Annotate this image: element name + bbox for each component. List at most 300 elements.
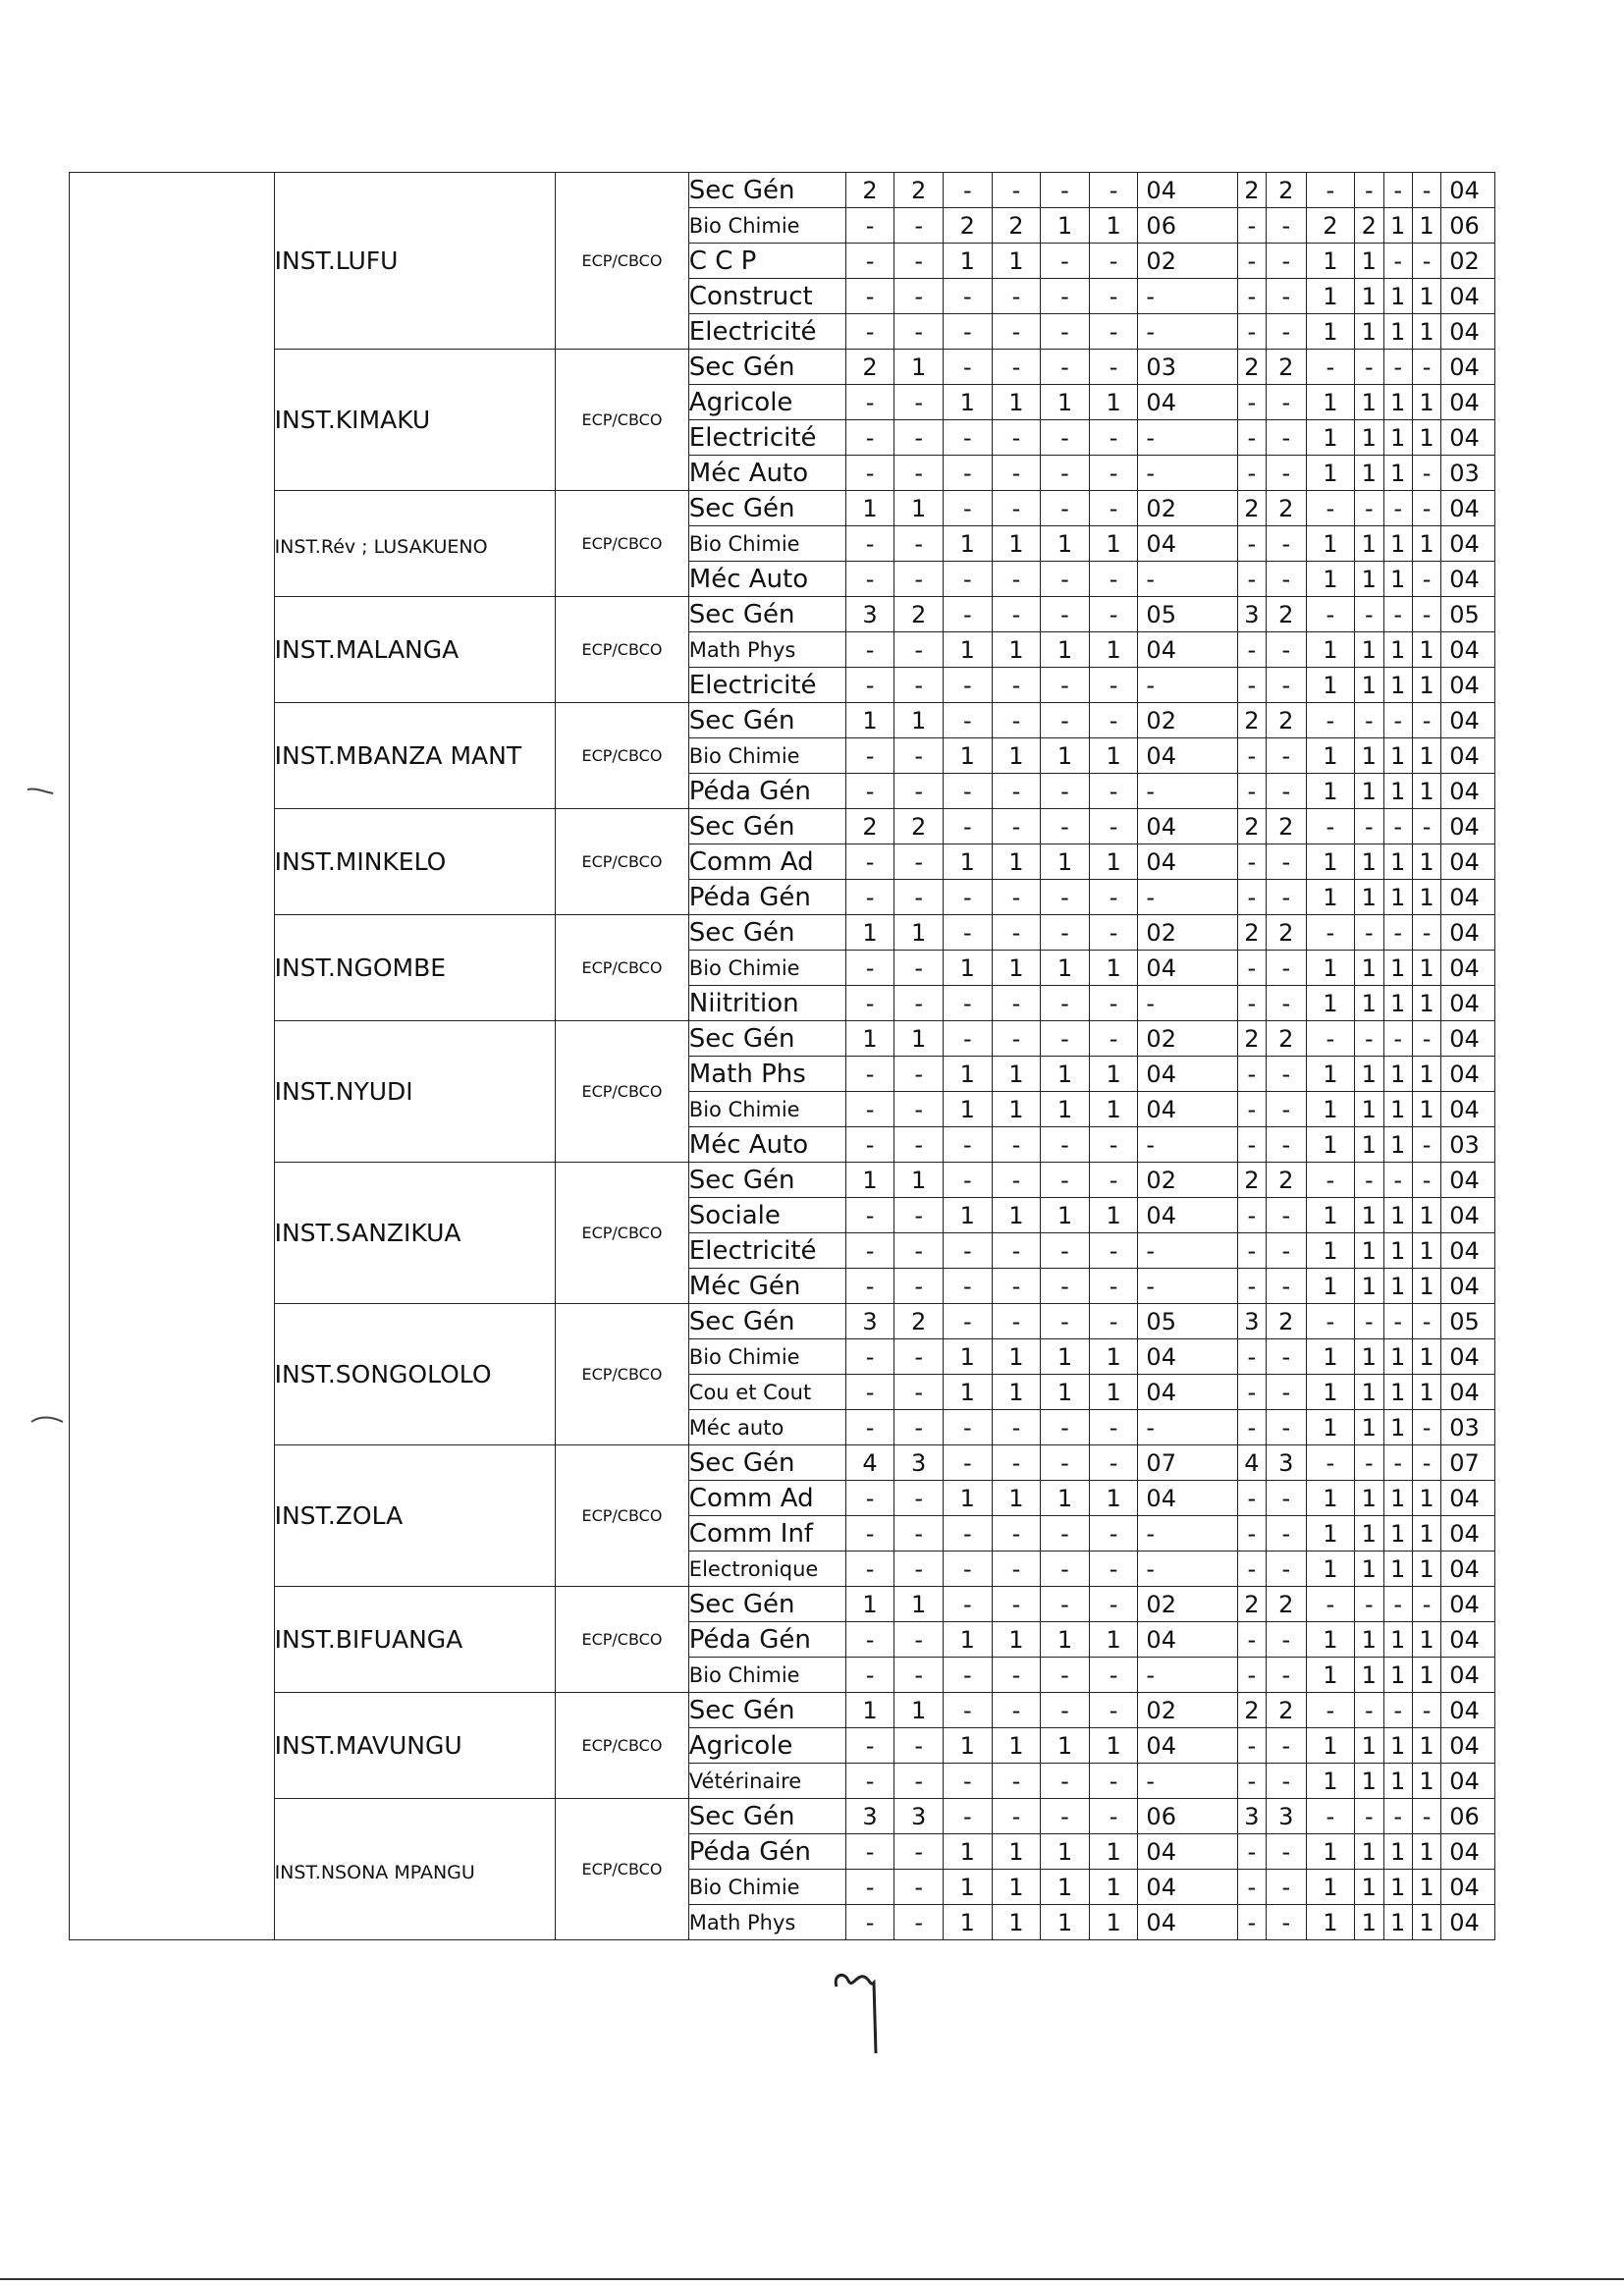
count-cell: - — [845, 562, 894, 597]
school-type: ECP/CBCO — [556, 1587, 689, 1693]
count-cell: - — [894, 1410, 944, 1445]
school-name: INST.NYUDI — [274, 1021, 556, 1163]
count-cell: 1 — [1089, 1870, 1138, 1905]
section-name: Sec Gén — [688, 597, 845, 632]
total-cell: 06 — [1138, 1799, 1237, 1834]
count-cell: - — [1237, 385, 1266, 420]
count-cell: - — [943, 1587, 992, 1622]
count-cell: - — [1267, 1622, 1307, 1658]
count-cell: 1 — [1355, 1834, 1383, 1870]
count-cell: - — [1237, 244, 1266, 279]
count-cell: 1 — [1383, 1516, 1412, 1552]
total-cell: 04 — [1138, 844, 1237, 880]
count-cell: - — [943, 279, 992, 314]
count-cell: - — [1237, 1728, 1266, 1764]
count-cell: 1 — [1355, 420, 1383, 456]
table-row — [70, 1021, 1495, 1057]
total-cell: 05 — [1441, 1304, 1495, 1339]
count-cell: - — [943, 1516, 992, 1552]
total-cell: 04 — [1441, 1021, 1495, 1057]
count-cell: - — [894, 844, 944, 880]
count-cell: 1 — [1412, 1870, 1440, 1905]
section-name: Bio Chimie — [688, 1658, 845, 1693]
count-cell: - — [1267, 1870, 1307, 1905]
count-cell: - — [1041, 597, 1090, 632]
count-cell: 1 — [1306, 1198, 1355, 1233]
count-cell: - — [1237, 1834, 1266, 1870]
count-cell: 4 — [1237, 1445, 1266, 1481]
total-cell: 04 — [1441, 809, 1495, 844]
count-cell: 1 — [1041, 1375, 1090, 1410]
school-type: ECP/CBCO — [556, 809, 689, 915]
count-cell: - — [943, 986, 992, 1021]
count-cell: 1 — [1383, 420, 1412, 456]
section-name: Sec Gén — [688, 1304, 845, 1339]
count-cell: 1 — [1412, 1516, 1440, 1552]
total-cell: 06 — [1441, 208, 1495, 244]
count-cell: 1 — [894, 1021, 944, 1057]
count-cell: - — [1355, 1021, 1383, 1057]
school-type: ECP/CBCO — [556, 597, 689, 703]
total-cell: 04 — [1441, 1658, 1495, 1693]
total-cell: 04 — [1441, 632, 1495, 668]
count-cell: 1 — [1383, 1728, 1412, 1764]
total-cell: 04 — [1441, 1092, 1495, 1127]
margin-scratch-mark — [26, 786, 55, 797]
count-cell: 1 — [1383, 1410, 1412, 1445]
count-cell: - — [894, 244, 944, 279]
total-cell: 04 — [1138, 1834, 1237, 1870]
total-cell: 03 — [1138, 350, 1237, 385]
count-cell: - — [894, 526, 944, 562]
count-cell: - — [1089, 1552, 1138, 1587]
count-cell: 1 — [1355, 1198, 1383, 1233]
count-cell: - — [943, 562, 992, 597]
count-cell: - — [943, 597, 992, 632]
total-cell: 06 — [1441, 1799, 1495, 1834]
count-cell: - — [1355, 173, 1383, 208]
count-cell: - — [992, 1304, 1041, 1339]
count-cell: - — [1267, 738, 1307, 774]
count-cell: 1 — [1355, 1233, 1383, 1269]
count-cell: - — [845, 844, 894, 880]
count-cell: 1 — [1089, 738, 1138, 774]
total-cell: - — [1138, 1658, 1237, 1693]
count-cell: 1 — [1041, 951, 1090, 986]
school-type: ECP/CBCO — [556, 173, 689, 350]
count-cell: - — [992, 1269, 1041, 1304]
count-cell: 1 — [1306, 1552, 1355, 1587]
count-cell: - — [1267, 1834, 1307, 1870]
count-cell: - — [1267, 1658, 1307, 1693]
total-cell: 04 — [1441, 1552, 1495, 1587]
total-cell: 02 — [1441, 244, 1495, 279]
count-cell: - — [845, 880, 894, 915]
count-cell: 1 — [1355, 279, 1383, 314]
count-cell: - — [1412, 1587, 1440, 1622]
count-cell: - — [943, 1445, 992, 1481]
count-cell: - — [1237, 456, 1266, 491]
count-cell: - — [1089, 1410, 1138, 1445]
count-cell: 1 — [1355, 314, 1383, 350]
count-cell: - — [1267, 385, 1307, 420]
table-row — [70, 809, 1495, 844]
count-cell: 1 — [1041, 632, 1090, 668]
count-cell: - — [1089, 809, 1138, 844]
total-cell: 04 — [1441, 1516, 1495, 1552]
count-cell: 1 — [1041, 1092, 1090, 1127]
count-cell: 1 — [1355, 1269, 1383, 1304]
count-cell: 1 — [1306, 244, 1355, 279]
count-cell: 1 — [1412, 844, 1440, 880]
count-cell: - — [845, 1198, 894, 1233]
total-cell: - — [1138, 880, 1237, 915]
count-cell: - — [943, 915, 992, 951]
count-cell: 1 — [1041, 1057, 1090, 1092]
count-cell: - — [992, 1764, 1041, 1799]
count-cell: 1 — [943, 951, 992, 986]
count-cell: 1 — [992, 1870, 1041, 1905]
count-cell: - — [1306, 1304, 1355, 1339]
count-cell: 1 — [1355, 951, 1383, 986]
count-cell: 1 — [1383, 1269, 1412, 1304]
count-cell: - — [894, 1905, 944, 1940]
count-cell: - — [1041, 420, 1090, 456]
count-cell: 1 — [1089, 208, 1138, 244]
count-cell: - — [1041, 491, 1090, 526]
count-cell: - — [894, 208, 944, 244]
count-cell: 1 — [1355, 562, 1383, 597]
count-cell: - — [894, 774, 944, 809]
count-cell: - — [1267, 456, 1307, 491]
count-cell: - — [845, 1728, 894, 1764]
count-cell: 1 — [1412, 1092, 1440, 1127]
count-cell: - — [992, 1233, 1041, 1269]
count-cell: 2 — [1237, 1163, 1266, 1198]
count-cell: - — [943, 1127, 992, 1163]
section-name: Bio Chimie — [688, 951, 845, 986]
count-cell: - — [1041, 1021, 1090, 1057]
count-cell: - — [1089, 774, 1138, 809]
count-cell: - — [894, 420, 944, 456]
count-cell: 1 — [1306, 1375, 1355, 1410]
total-cell: 04 — [1138, 1481, 1237, 1516]
count-cell: - — [1412, 491, 1440, 526]
bottom-border-line — [0, 2278, 1624, 2280]
section-name: Agricole — [688, 385, 845, 420]
count-cell: - — [1383, 1693, 1412, 1728]
count-cell: 2 — [1267, 703, 1307, 738]
section-name: Méc Auto — [688, 562, 845, 597]
count-cell: - — [1267, 1410, 1307, 1445]
count-cell: - — [1412, 1127, 1440, 1163]
school-name: INST.Rév ; LUSAKUENO — [274, 491, 556, 597]
count-cell: 1 — [1089, 1622, 1138, 1658]
count-cell: 1 — [894, 1587, 944, 1622]
count-cell: - — [845, 1057, 894, 1092]
total-cell: 04 — [1138, 809, 1237, 844]
total-cell: - — [1138, 774, 1237, 809]
count-cell: 1 — [1306, 1410, 1355, 1445]
count-cell: 1 — [1412, 1905, 1440, 1940]
count-cell: - — [1306, 1799, 1355, 1834]
count-cell: - — [1383, 1799, 1412, 1834]
count-cell: - — [1306, 1445, 1355, 1481]
count-cell: - — [1412, 1410, 1440, 1445]
count-cell: 1 — [1383, 951, 1412, 986]
section-name: Sec Gén — [688, 915, 845, 951]
count-cell: 3 — [1237, 1799, 1266, 1834]
count-cell: - — [845, 1339, 894, 1375]
count-cell: 1 — [1383, 774, 1412, 809]
count-cell: 2 — [992, 208, 1041, 244]
count-cell: 1 — [992, 244, 1041, 279]
count-cell: - — [1089, 1127, 1138, 1163]
count-cell: - — [845, 420, 894, 456]
count-cell: 1 — [1306, 1622, 1355, 1658]
count-cell: - — [1089, 915, 1138, 951]
table-row — [70, 915, 1495, 951]
total-cell: 03 — [1441, 1127, 1495, 1163]
count-cell: - — [845, 1834, 894, 1870]
count-cell: - — [1041, 1410, 1090, 1445]
count-cell: 1 — [1355, 1481, 1383, 1516]
count-cell: - — [992, 1587, 1041, 1622]
count-cell: 2 — [1237, 809, 1266, 844]
count-cell: 1 — [1355, 1905, 1383, 1940]
count-cell: - — [894, 1481, 944, 1516]
count-cell: 1 — [1383, 1552, 1412, 1587]
count-cell: 1 — [943, 738, 992, 774]
count-cell: - — [1041, 915, 1090, 951]
count-cell: 1 — [1412, 314, 1440, 350]
school-name: INST.MAVUNGU — [274, 1693, 556, 1799]
count-cell: - — [1267, 844, 1307, 880]
count-cell: 2 — [1267, 1021, 1307, 1057]
count-cell: - — [1355, 491, 1383, 526]
total-cell: 04 — [1138, 1905, 1237, 1940]
count-cell: - — [1041, 1799, 1090, 1834]
count-cell: 2 — [1355, 208, 1383, 244]
count-cell: - — [1089, 880, 1138, 915]
count-cell: - — [1237, 1870, 1266, 1905]
count-cell: - — [1089, 1233, 1138, 1269]
school-name: INST.ZOLA — [274, 1445, 556, 1587]
total-cell: 04 — [1441, 951, 1495, 986]
count-cell: - — [1089, 1163, 1138, 1198]
total-cell: 02 — [1138, 244, 1237, 279]
count-cell: 3 — [1237, 597, 1266, 632]
count-cell: - — [845, 1410, 894, 1445]
count-cell: 1 — [992, 844, 1041, 880]
count-cell: - — [1237, 279, 1266, 314]
school-name: INST.SONGOLOLO — [274, 1304, 556, 1445]
count-cell: 1 — [1412, 420, 1440, 456]
count-cell: 1 — [1355, 1092, 1383, 1127]
count-cell: - — [1089, 1445, 1138, 1481]
count-cell: - — [1089, 562, 1138, 597]
count-cell: - — [1041, 314, 1090, 350]
total-cell: 04 — [1441, 420, 1495, 456]
count-cell: - — [1306, 809, 1355, 844]
count-cell: 1 — [1412, 1658, 1440, 1693]
count-cell: - — [1267, 1552, 1307, 1587]
count-cell: - — [992, 703, 1041, 738]
school-type: ECP/CBCO — [556, 350, 689, 491]
school-type: ECP/CBCO — [556, 915, 689, 1021]
count-cell: - — [1267, 632, 1307, 668]
count-cell: 2 — [894, 809, 944, 844]
count-cell: 1 — [1383, 632, 1412, 668]
count-cell: - — [894, 1233, 944, 1269]
total-cell: 03 — [1441, 456, 1495, 491]
count-cell: - — [1412, 350, 1440, 385]
count-cell: - — [1306, 491, 1355, 526]
count-cell: - — [1267, 951, 1307, 986]
count-cell: - — [1089, 1658, 1138, 1693]
total-cell: 04 — [1441, 986, 1495, 1021]
total-cell: 04 — [1441, 314, 1495, 350]
count-cell: - — [1041, 279, 1090, 314]
count-cell: - — [1412, 703, 1440, 738]
count-cell: - — [1267, 314, 1307, 350]
section-name: Sec Gén — [688, 703, 845, 738]
count-cell: 1 — [1383, 1764, 1412, 1799]
count-cell: - — [992, 350, 1041, 385]
count-cell: 3 — [894, 1445, 944, 1481]
count-cell: 1 — [992, 526, 1041, 562]
count-cell: - — [1237, 774, 1266, 809]
count-cell: - — [1237, 1905, 1266, 1940]
section-name: Electricité — [688, 420, 845, 456]
count-cell: - — [1267, 986, 1307, 1021]
total-cell: 04 — [1441, 385, 1495, 420]
count-cell: - — [845, 1905, 894, 1940]
count-cell: - — [1237, 1127, 1266, 1163]
section-name: Construct — [688, 279, 845, 314]
count-cell: - — [1383, 350, 1412, 385]
count-cell: 1 — [943, 1834, 992, 1870]
count-cell: 1 — [943, 244, 992, 279]
count-cell: - — [894, 279, 944, 314]
count-cell: - — [1089, 314, 1138, 350]
count-cell: 1 — [1412, 1552, 1440, 1587]
count-cell: - — [992, 597, 1041, 632]
count-cell: 1 — [1355, 1728, 1383, 1764]
total-cell: 05 — [1138, 597, 1237, 632]
count-cell: - — [894, 1728, 944, 1764]
count-cell: - — [1089, 173, 1138, 208]
count-cell: - — [1267, 1127, 1307, 1163]
count-cell: 1 — [1306, 456, 1355, 491]
count-cell: - — [1237, 1198, 1266, 1233]
section-name: Méc Auto — [688, 1127, 845, 1163]
section-name: Méc auto — [688, 1410, 845, 1445]
count-cell: 1 — [943, 385, 992, 420]
count-cell: 1 — [1041, 385, 1090, 420]
count-cell: - — [992, 279, 1041, 314]
total-cell: - — [1138, 314, 1237, 350]
count-cell: 1 — [1412, 738, 1440, 774]
count-cell: 1 — [894, 1163, 944, 1198]
count-cell: 1 — [1306, 951, 1355, 986]
count-cell: 2 — [845, 173, 894, 208]
total-cell: - — [1138, 1269, 1237, 1304]
count-cell: 1 — [1089, 1905, 1138, 1940]
count-cell: 1 — [1306, 314, 1355, 350]
count-cell: - — [1306, 350, 1355, 385]
table-row — [70, 1163, 1495, 1198]
count-cell: - — [943, 1764, 992, 1799]
total-cell: 04 — [1138, 526, 1237, 562]
count-cell: - — [845, 1233, 894, 1269]
count-cell: 1 — [992, 1481, 1041, 1516]
count-cell: - — [1089, 491, 1138, 526]
count-cell: - — [1041, 774, 1090, 809]
count-cell: 1 — [1089, 1481, 1138, 1516]
section-name: Comm Ad — [688, 844, 845, 880]
count-cell: 1 — [1306, 526, 1355, 562]
total-cell: - — [1138, 1516, 1237, 1552]
count-cell: 2 — [894, 1304, 944, 1339]
count-cell: - — [894, 1057, 944, 1092]
count-cell: - — [1237, 668, 1266, 703]
total-cell: 04 — [1138, 1728, 1237, 1764]
count-cell: 1 — [1306, 1658, 1355, 1693]
count-cell: - — [992, 314, 1041, 350]
count-cell: 1 — [992, 1092, 1041, 1127]
count-cell: 1 — [845, 703, 894, 738]
count-cell: 3 — [845, 1799, 894, 1834]
count-cell: - — [1267, 1057, 1307, 1092]
count-cell: - — [943, 491, 992, 526]
count-cell: 3 — [845, 597, 894, 632]
total-cell: - — [1138, 420, 1237, 456]
count-cell: - — [894, 1127, 944, 1163]
count-cell: - — [1041, 1516, 1090, 1552]
count-cell: 1 — [1306, 1516, 1355, 1552]
count-cell: - — [1412, 456, 1440, 491]
count-cell: 1 — [1355, 385, 1383, 420]
section-name: Bio Chimie — [688, 1092, 845, 1127]
count-cell: 1 — [943, 1728, 992, 1764]
count-cell: 1 — [1041, 1870, 1090, 1905]
count-cell: 1 — [1306, 738, 1355, 774]
count-cell: - — [1089, 1304, 1138, 1339]
count-cell: - — [992, 809, 1041, 844]
count-cell: - — [894, 1552, 944, 1587]
school-name: INST.MBANZA MANT — [274, 703, 556, 809]
total-cell: 04 — [1138, 1870, 1237, 1905]
count-cell: 1 — [943, 632, 992, 668]
count-cell: 1 — [1089, 1198, 1138, 1233]
count-cell: 2 — [1267, 173, 1307, 208]
count-cell: 1 — [1355, 526, 1383, 562]
count-cell: 2 — [1237, 915, 1266, 951]
total-cell: 02 — [1138, 1587, 1237, 1622]
total-cell: 02 — [1138, 703, 1237, 738]
count-cell: - — [1355, 703, 1383, 738]
count-cell: - — [943, 173, 992, 208]
total-cell: 04 — [1441, 1622, 1495, 1658]
section-name: Sec Gén — [688, 491, 845, 526]
total-cell: 04 — [1441, 1693, 1495, 1728]
section-name: Agricole — [688, 1728, 845, 1764]
total-cell: 02 — [1138, 1693, 1237, 1728]
total-cell: 04 — [1441, 1481, 1495, 1516]
count-cell: - — [1041, 1233, 1090, 1269]
count-cell: 1 — [1355, 738, 1383, 774]
